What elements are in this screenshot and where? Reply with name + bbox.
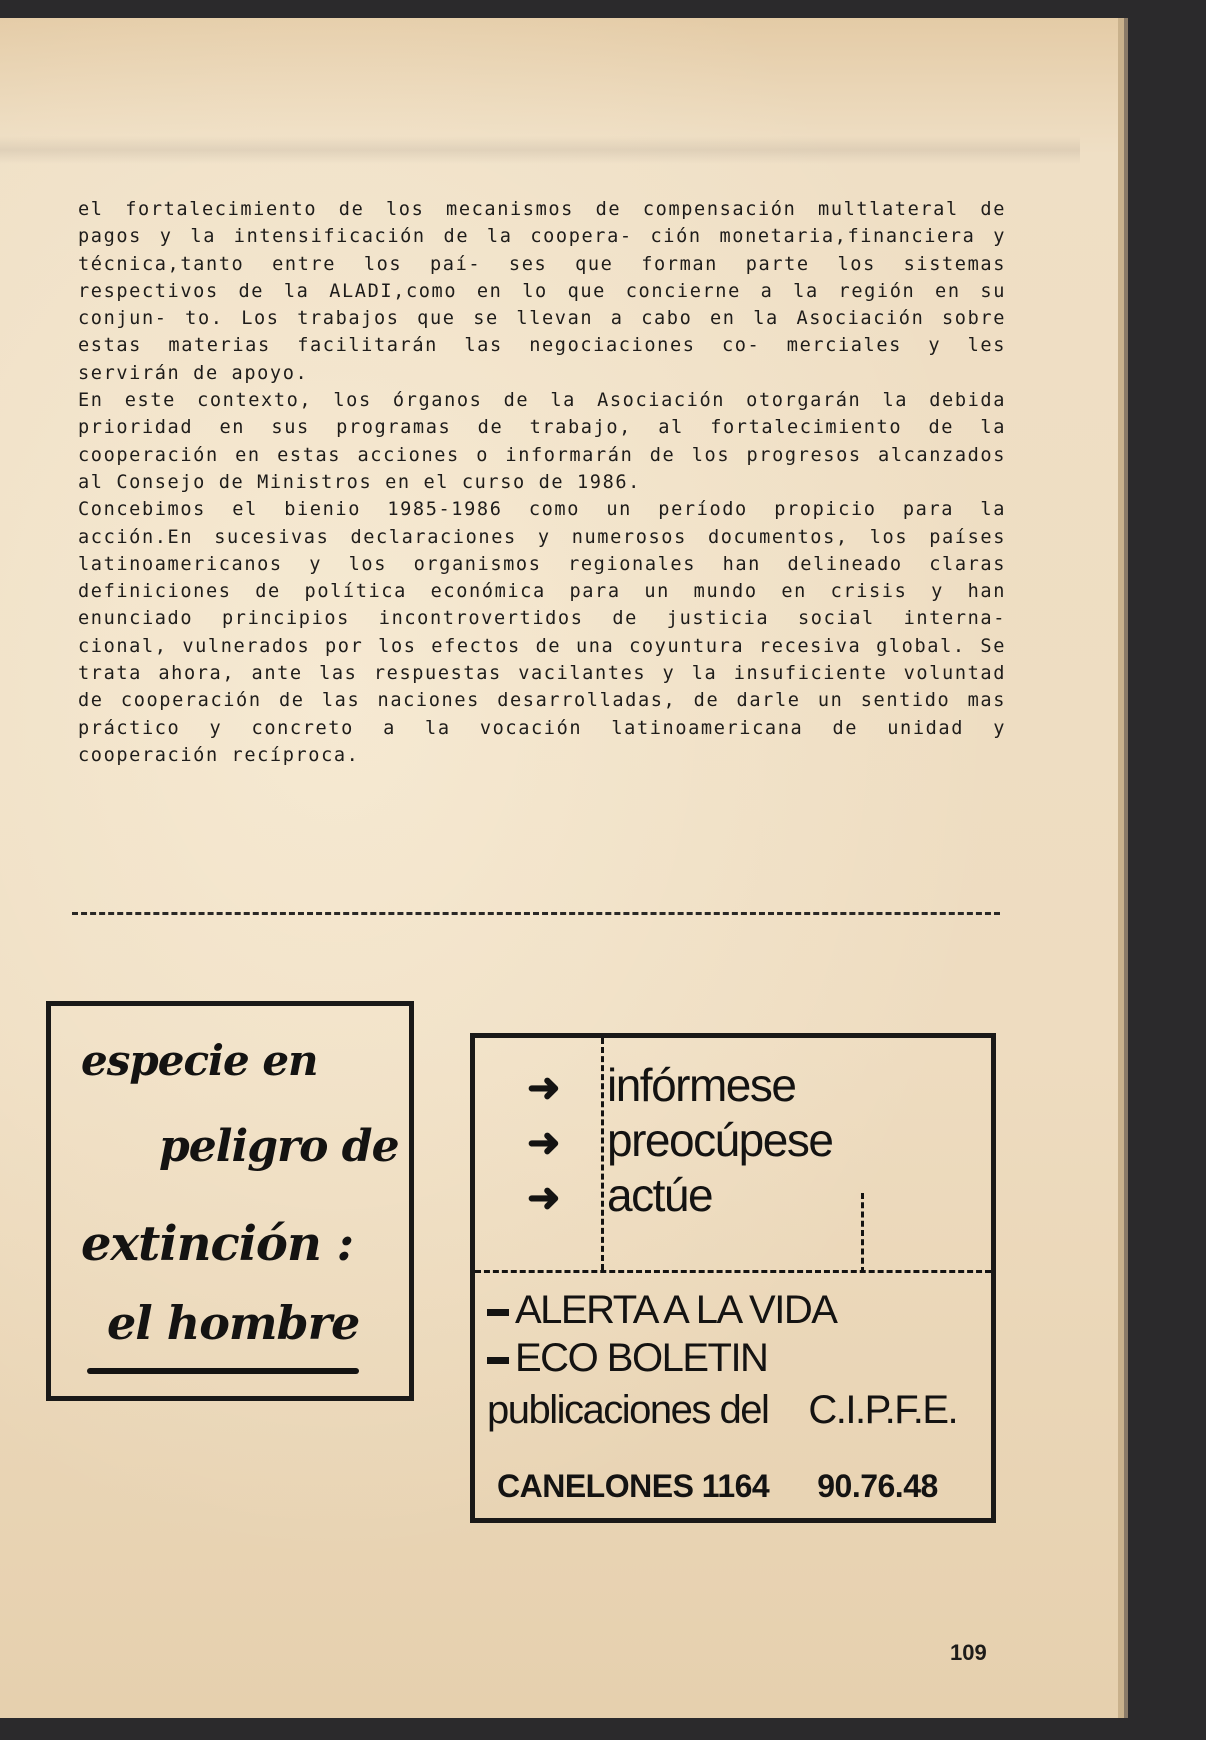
bullet-icon	[487, 1357, 509, 1364]
handwritten-line-1: especie en	[81, 1036, 318, 1085]
alerta-a-la-vida: ALERTA A LA VIDA	[487, 1288, 836, 1333]
action-preocupese: ➜ preocúpese	[527, 1114, 833, 1166]
arrow-right-icon: ➜	[527, 1121, 561, 1165]
phone: 90.76.48	[817, 1468, 938, 1504]
arrow-right-icon: ➜	[527, 1176, 561, 1220]
page-number: 109	[950, 1640, 987, 1665]
handwritten-line-2: peligro de	[159, 1121, 399, 1172]
dashed-separator	[72, 912, 1000, 915]
document-page	[0, 18, 1118, 1718]
handwritten-line-3: extinción :	[81, 1216, 354, 1272]
handwritten-underline	[87, 1368, 359, 1374]
contact-line	[497, 1468, 938, 1505]
paragraph-1: el fortalecimiento de los mecanismos de compensación multlateral de pagos y la intensificación de la coopera- ción monetaria,financiera y técnica,tanto entre los paí- ses que forman parte los sistemas respectivos de la ALADI,como en lo que concierne a la región en su conjun- to. Los trabajos que se llevan a cabo en la Asociación sobre estas materias facilitarán las negociaciones co- merciales y les servirán de apoyo.	[78, 199, 1006, 384]
action-actue: ➜ actúe	[527, 1169, 713, 1221]
paragraph-2: En este contexto, los órganos de la Asociación otorgarán la debida prioridad en sus programas de trabajo, al fortalecimiento de la cooperación en estas acciones o informarán de los progresos alcanzados al Consejo de Ministros en el curso de 1986.	[78, 390, 1006, 493]
paragraph-3: Concebimos el bienio 1985-1986 como un período propicio para la acción.En sucesivas declaraciones y numerosos documentos, los países latinoamericanos y los organismos regionales han delineado claras definiciones de política económica para un mundo en crisis y han enunciado principios incontrovertidos de justicia social interna- cional, vulnerados por los efectos de una coyuntura recesiva global. Se trata ahora, ante las respuestas vacilantes y la insuficiente voluntad de cooperación de las naciones desarrolladas, de darle un sentido mas práctico y concreto a la vocación latinoamericana de unidad y cooperación recíproca.	[78, 499, 1006, 766]
eco-boletin: ECO BOLETIN	[487, 1336, 767, 1381]
horizontal-dash-divider	[475, 1270, 991, 1273]
cipfe-advert-box	[470, 1033, 996, 1523]
species-warning-box	[46, 1001, 414, 1401]
address: CANELONES 1164	[497, 1468, 770, 1504]
bullet-icon	[487, 1309, 509, 1316]
action-informese: ➜ infórmese	[527, 1059, 796, 1111]
vertical-dash-divider	[861, 1193, 864, 1273]
arrow-right-icon: ➜	[527, 1066, 561, 1110]
body-text	[78, 196, 1006, 769]
handwritten-line-4: el hombre	[107, 1296, 360, 1350]
publications-line: publicaciones del C.I.P.F.E.	[487, 1388, 958, 1432]
